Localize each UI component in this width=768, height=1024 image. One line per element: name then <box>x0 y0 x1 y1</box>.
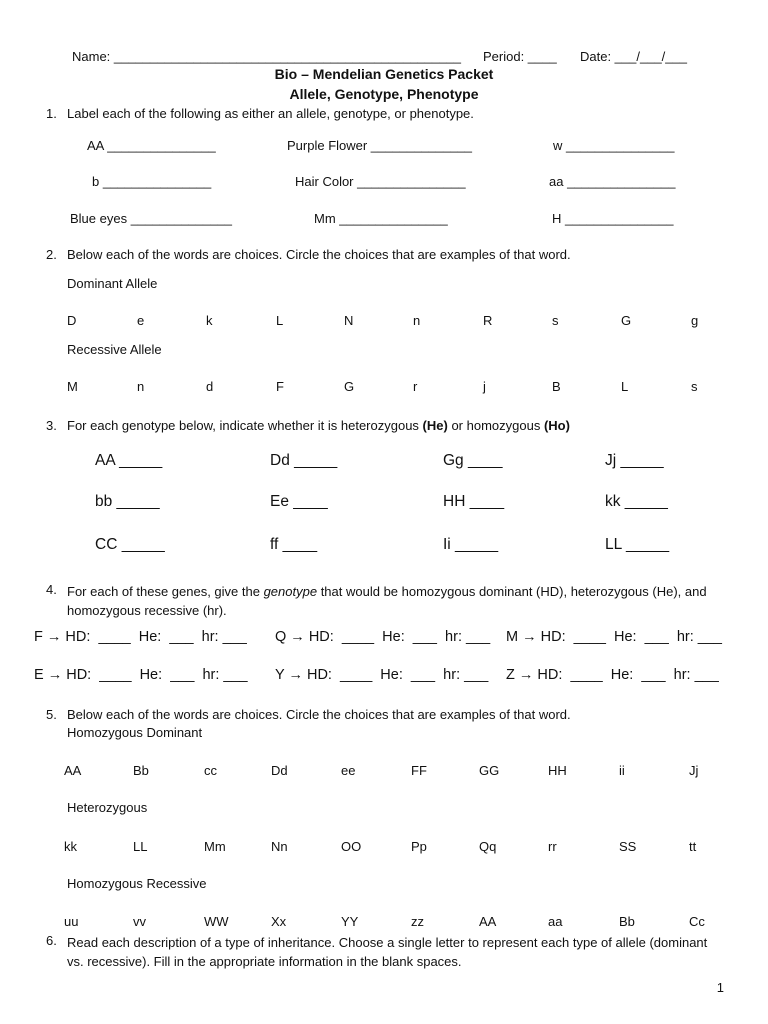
choice-item[interactable]: n <box>137 379 145 394</box>
q5-label-homdom: Homozygous Dominant <box>67 725 203 740</box>
q6-number: 6. <box>46 933 57 948</box>
q4-gene-item[interactable]: M → HD: ____ He: ___ hr: ___ <box>506 629 722 645</box>
q4-gene-item[interactable]: F → HD: ____ He: ___ hr: ___ <box>34 629 247 645</box>
choice-item[interactable]: G <box>621 313 632 328</box>
q3-he: (He) <box>422 418 448 433</box>
q4-gene-item[interactable]: Y → HD: ____ He: ___ hr: ___ <box>275 667 489 683</box>
choice-item[interactable]: ii <box>619 763 625 778</box>
q3-genotype-item[interactable]: kk _____ <box>605 493 668 510</box>
choice-item[interactable]: N <box>344 313 354 328</box>
choice-item[interactable]: AA <box>479 914 497 929</box>
q3-genotype-item[interactable]: Gg ____ <box>443 452 503 469</box>
q3-genotype-item[interactable]: Ii _____ <box>443 536 499 553</box>
q4-prompt-a: For each of these genes, give the <box>67 584 264 599</box>
q3-ho: (Ho) <box>543 418 570 433</box>
choice-item[interactable]: d <box>206 379 214 394</box>
q4-gene-item[interactable]: Z → HD: ____ He: ___ hr: ___ <box>506 667 719 683</box>
q3-genotype-item[interactable]: Dd _____ <box>270 452 338 469</box>
choice-item[interactable]: cc <box>204 763 217 778</box>
period-field[interactable]: Period: ____ <box>483 49 557 64</box>
q1-item[interactable]: w _______________ <box>553 138 675 153</box>
q2-label-recessive: Recessive Allele <box>67 342 162 357</box>
choice-item[interactable]: vv <box>133 914 146 929</box>
choice-item[interactable]: R <box>483 313 493 328</box>
choice-item[interactable]: rr <box>548 839 557 854</box>
q3-prompt-b: or homozygous <box>447 418 544 433</box>
choice-item[interactable]: j <box>483 379 486 394</box>
q1-number: 1. <box>46 106 57 121</box>
choice-item[interactable]: g <box>691 313 699 328</box>
q2-prompt: Below each of the words are choices. Circle the choices that are examples of that word. <box>67 247 571 262</box>
name-field[interactable]: Name: ________________________________________________ <box>72 49 461 64</box>
q3-prompt-a: For each genotype below, indicate whether it is heterozygous <box>67 418 423 433</box>
q1-item[interactable]: b _______________ <box>92 174 212 189</box>
choice-item[interactable]: OO <box>341 839 362 854</box>
q2-number: 2. <box>46 247 57 262</box>
choice-item[interactable]: Nn <box>271 839 288 854</box>
choice-item[interactable]: k <box>206 313 213 328</box>
page-number: 1 <box>716 980 724 995</box>
q3-genotype-item[interactable]: ff ____ <box>270 536 318 553</box>
q1-item[interactable]: Blue eyes ______________ <box>70 211 232 226</box>
q3-prompt <box>67 418 570 433</box>
q2-label-dominant: Dominant Allele <box>67 276 158 291</box>
choice-item[interactable]: Xx <box>271 914 287 929</box>
choice-item[interactable]: Bb <box>133 763 149 778</box>
choice-item[interactable]: WW <box>204 914 229 929</box>
choice-item[interactable]: F <box>276 379 284 394</box>
choice-item[interactable]: r <box>413 379 418 394</box>
q1-item[interactable]: H _______________ <box>552 211 674 226</box>
choice-item[interactable]: YY <box>341 914 359 929</box>
q5-number: 5. <box>46 707 57 722</box>
q3-genotype-item[interactable]: HH ____ <box>443 493 505 510</box>
choice-item[interactable]: e <box>137 313 145 328</box>
choice-item[interactable]: L <box>276 313 284 328</box>
q1-item[interactable]: Mm _______________ <box>314 211 448 226</box>
packet-subtitle: Allele, Genotype, Phenotype <box>289 86 479 102</box>
q1-item[interactable]: Purple Flower ______________ <box>287 138 473 153</box>
choice-item[interactable]: kk <box>64 839 77 854</box>
choice-item[interactable]: B <box>552 379 561 394</box>
q5-prompt: Below each of the words are choices. Circle the choices that are examples of that word. <box>67 707 571 722</box>
choice-item[interactable]: zz <box>411 914 424 929</box>
choice-item[interactable]: Pp <box>411 839 427 854</box>
choice-item[interactable]: SS <box>619 839 637 854</box>
q4-prompt <box>67 582 727 620</box>
choice-item[interactable]: GG <box>479 763 500 778</box>
q5-label-homrec: Homozygous Recessive <box>67 876 207 891</box>
choice-item[interactable]: LL <box>133 839 148 854</box>
q4-gene-item[interactable]: E → HD: ____ He: ___ hr: ___ <box>34 667 248 683</box>
choice-item[interactable]: M <box>67 379 78 394</box>
choice-item[interactable]: aa <box>548 914 563 929</box>
q4-gene-item[interactable]: Q → HD: ____ He: ___ hr: ___ <box>275 629 491 645</box>
q3-genotype-item[interactable]: bb _____ <box>95 493 160 510</box>
choice-item[interactable]: Cc <box>689 914 705 929</box>
choice-item[interactable]: G <box>344 379 355 394</box>
choice-item[interactable]: uu <box>64 914 79 929</box>
choice-item[interactable]: Bb <box>619 914 635 929</box>
q1-item[interactable]: aa _______________ <box>549 174 676 189</box>
q1-item[interactable]: AA _______________ <box>87 138 216 153</box>
q1-prompt: Label each of the following as either an allele, genotype, or phenotype. <box>67 106 474 121</box>
q4-prompt-b: that would be homozygous dominant (HD), heterozygous (He), and homozygous recessive (hr). <box>67 584 707 618</box>
q3-number: 3. <box>46 418 57 433</box>
q3-genotype-item[interactable]: CC _____ <box>95 536 165 553</box>
date-field[interactable]: Date: ___/___/___ <box>580 49 687 64</box>
q4-number: 4. <box>46 582 57 597</box>
choice-item[interactable]: HH <box>548 763 567 778</box>
choice-item[interactable]: FF <box>411 763 427 778</box>
q6-prompt: Read each description of a type of inheritance. Choose a single letter to represent each type of allele (dominant vs. recessive). Fill in the appropriate information in the blank spaces. <box>67 935 708 969</box>
q4-prompt-em: genotype <box>263 584 318 599</box>
q5-label-het: Heterozygous <box>67 800 148 815</box>
choice-item[interactable]: Dd <box>271 763 288 778</box>
choice-item[interactable]: tt <box>689 839 697 854</box>
choice-item[interactable]: ee <box>341 763 356 778</box>
q3-genotype-item[interactable]: Ee ____ <box>270 493 328 510</box>
choice-item[interactable]: L <box>621 379 629 394</box>
q3-genotype-item[interactable]: LL _____ <box>605 536 670 553</box>
choice-item[interactable]: Mm <box>204 839 226 854</box>
choice-item[interactable]: D <box>67 313 77 328</box>
choice-item[interactable]: AA <box>64 763 82 778</box>
choice-item[interactable]: Jj <box>689 763 699 778</box>
choice-item[interactable]: n <box>413 313 421 328</box>
choice-item[interactable]: s <box>552 313 559 328</box>
packet-title: Bio – Mendelian Genetics Packet <box>274 66 494 82</box>
q1-item[interactable]: Hair Color _______________ <box>295 174 466 189</box>
choice-item[interactable]: Qq <box>479 839 497 854</box>
choice-item[interactable]: s <box>691 379 698 394</box>
q3-genotype-item[interactable]: Jj _____ <box>605 452 664 469</box>
q3-genotype-item[interactable]: AA _____ <box>95 452 163 469</box>
